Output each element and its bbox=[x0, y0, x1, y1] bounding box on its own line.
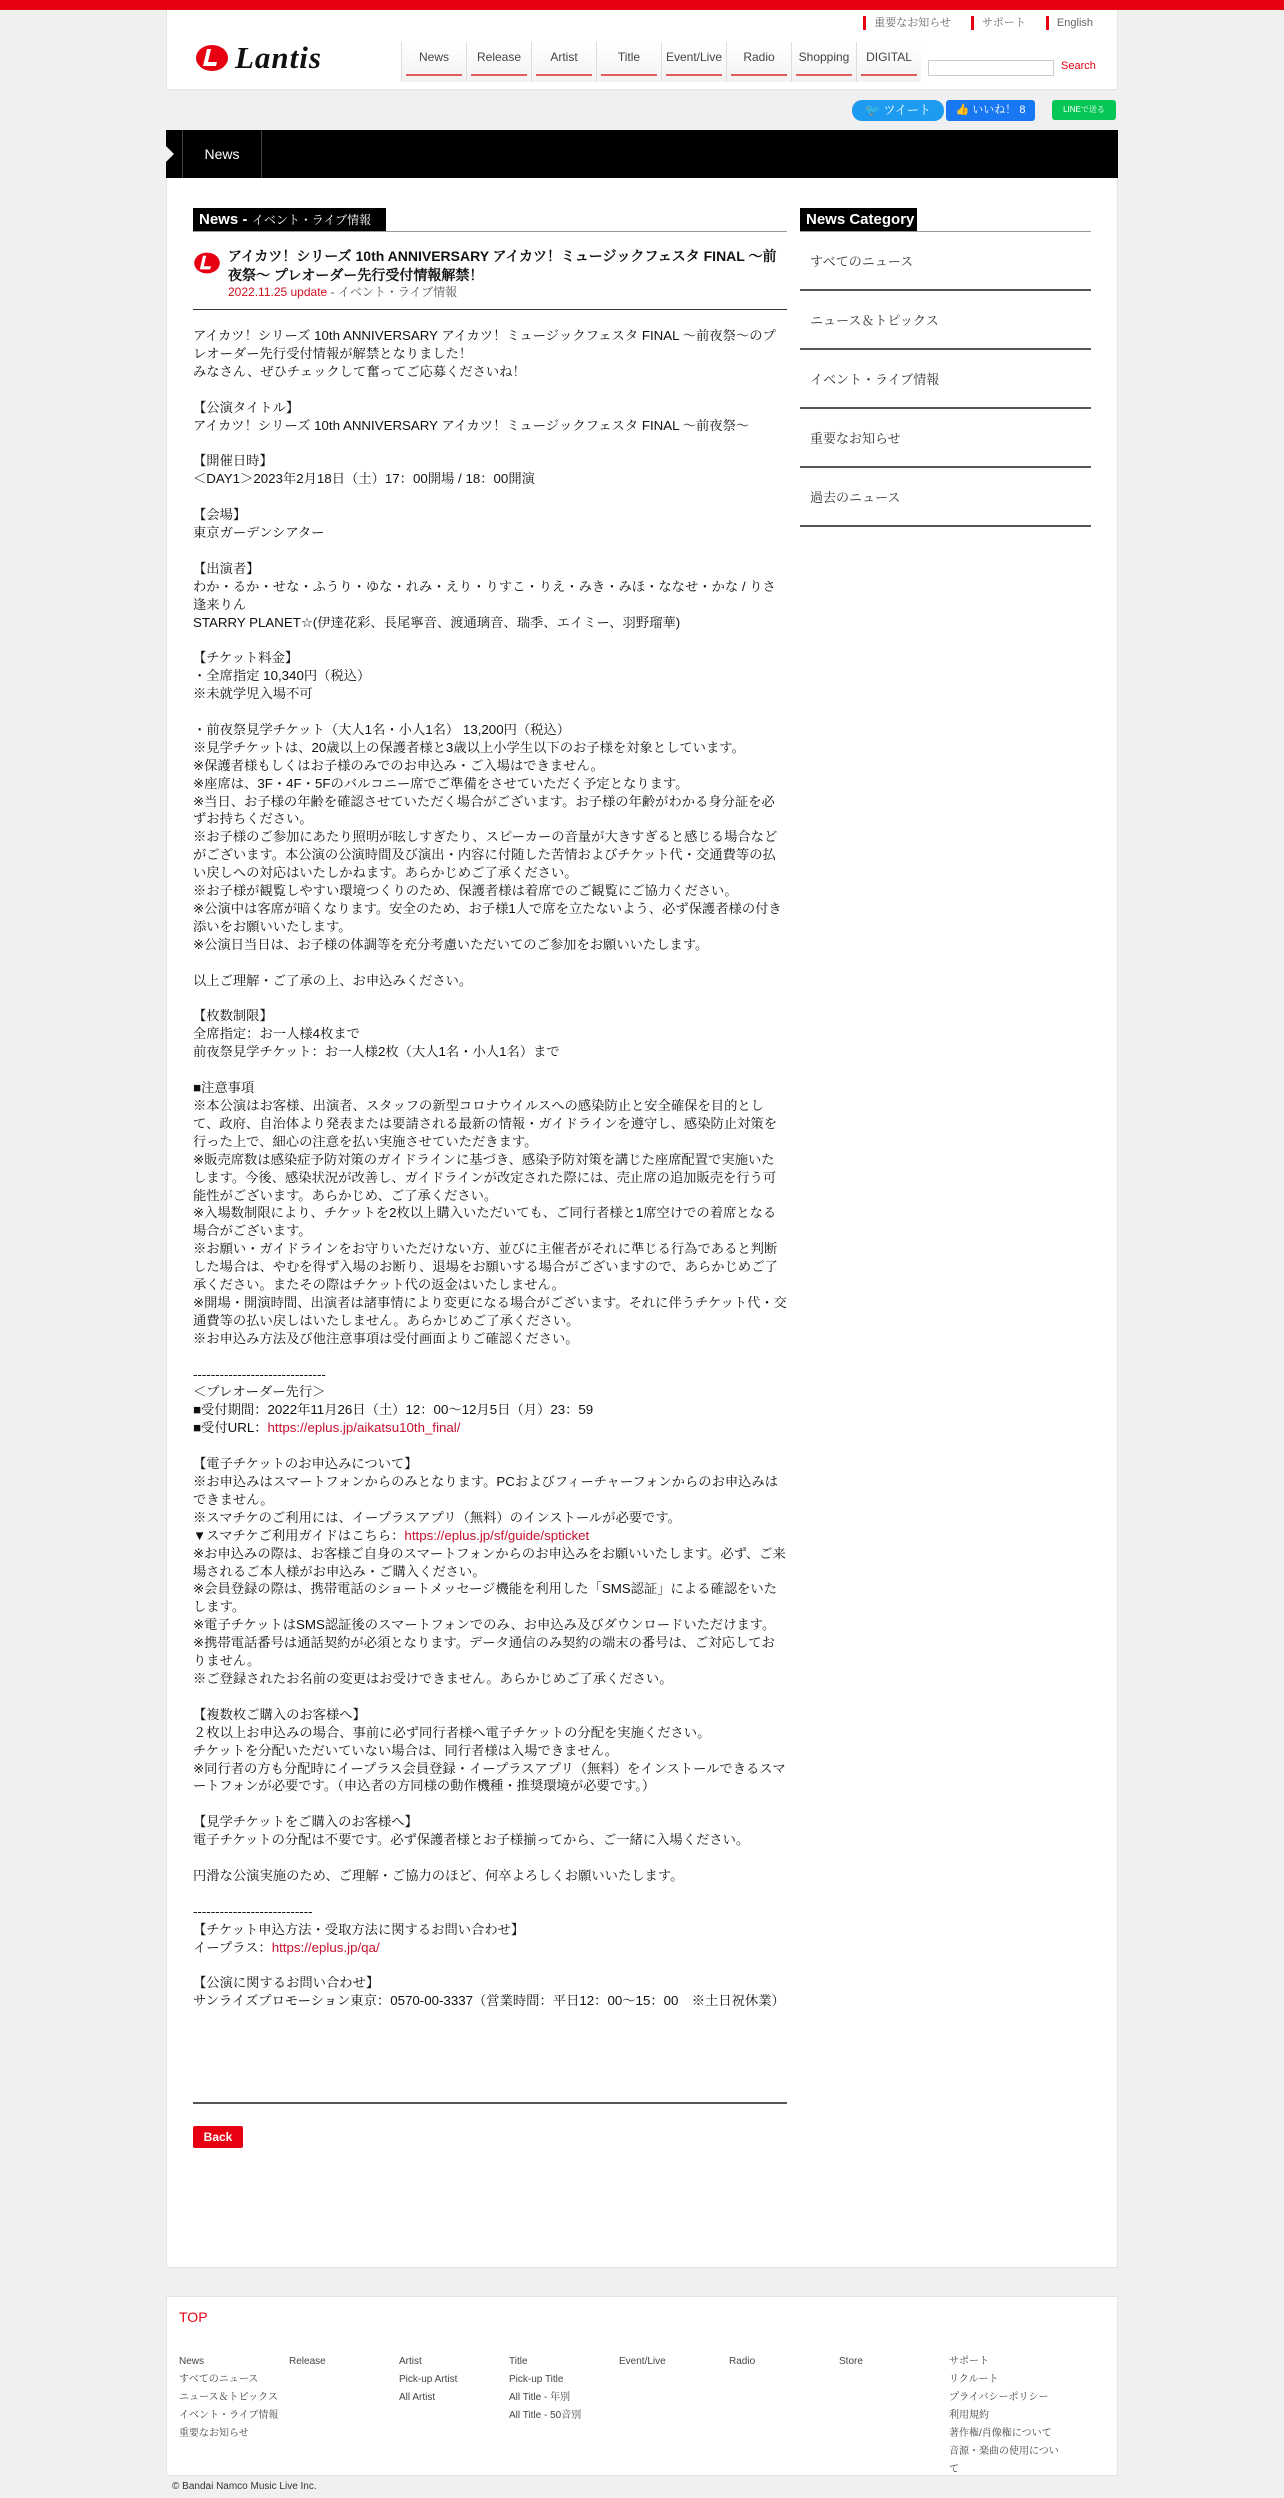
search-button[interactable]: Search bbox=[1061, 60, 1096, 72]
search-input[interactable] bbox=[928, 60, 1054, 76]
footer-link[interactable]: News bbox=[179, 2356, 205, 2367]
nav-shopping[interactable]: Shopping bbox=[791, 42, 856, 82]
twitter-icon: 🐦 bbox=[865, 103, 881, 117]
nav-title[interactable]: Title bbox=[596, 42, 661, 82]
spticket-guide-link[interactable]: https://eplus.jp/sf/guide/spticket bbox=[404, 1527, 590, 1543]
article-body bbox=[193, 327, 787, 2010]
nav-news[interactable]: News bbox=[401, 42, 466, 82]
footer-link[interactable]: All Artist bbox=[399, 2392, 436, 2403]
heading-sub: イベント・ライブ情報 bbox=[251, 213, 372, 227]
logo-text: Lantis bbox=[235, 40, 322, 75]
footer-link[interactable]: 著作権/肖像権について bbox=[949, 2428, 1052, 2439]
eplus-aikatsu-link[interactable]: https://eplus.jp/aikatsu10th_final/ bbox=[267, 1420, 461, 1436]
nav-release[interactable]: Release bbox=[466, 42, 531, 82]
line-share-button[interactable]: LINEで送る bbox=[1052, 100, 1116, 120]
category-item-all[interactable]: すべてのニュース bbox=[800, 232, 1091, 291]
tweet-button[interactable] bbox=[852, 100, 944, 121]
footer-link[interactable]: Pick-up Title bbox=[509, 2374, 564, 2385]
footer-link[interactable]: 重要なお知らせ bbox=[179, 2428, 249, 2439]
tweet-label: ツイート bbox=[883, 103, 931, 117]
body-text-2: 【電子チケットのお申込みについて】 ※お申込みはスマートフォンからのみとなります。PCおよびフィーチャーフォンからのお申込みはできません。 ※スマチケのご利用には、イープラスアプリ（無料）のインストールが必要です。 ▼スマチケご利用ガイドはこちら： bbox=[193, 1456, 779, 1543]
footer-col-release bbox=[289, 2353, 399, 2479]
thumbs-up-icon: 👍 bbox=[955, 104, 970, 116]
footer-link[interactable]: Artist bbox=[399, 2356, 422, 2367]
utility-links bbox=[843, 16, 1093, 30]
body-text-1: アイカツ！シリーズ 10th ANNIVERSARY アイカツ！ミュージックフェスタ FINAL ～前夜祭～のプレオーダー先行受付情報が解禁となりました！ みなさん、ぜひチェックして奮ってご応募くださいね！ 【公演タイトル】 アイカツ！シリーズ 10th ANNIVERSARY アイカツ！ミュージックフェスタ FINAL ～前夜祭～ 【開催日時】 ＜DAY1＞2023年2月18日（土）17：00開場 / 18：00開演 【会場】 東京ガーデンシアター 【出演者】 わか・るか・せな・ふうり・ゆな・れみ・えり・りすこ・りえ・みき・みほ・ななせ・かな / りさ 逢来りん STARRY PLANET☆(伊達花彩、長尾寧音、渡通璃音、瑞季、エイミー、羽野瑠華) 【チケット料金】 ・全席指定 10,340円（税込） ※未就学児入場不可 ・前夜祭見学チケット（大人1名・小人1名） 13,200円（税込） ※見学チケットは、20歳以上の保護者様と3歳以上小学生以下のお子様を対象としています。 ※保護者様もしくはお子様のみでのお申込み・ご入場はできません。 ※座席は、3F・4F・5Fのバルコニー席でご準備をさせていただく予定となります。 ※当日、お子様の年齢を確認させていただく場合がございます。お子様の年齢がわかる身分証を必ずお持ちください。 ※お子様のご参加にあたり照明が眩しすぎたり、スピーカーの音量が大きすぎると感じる場合などがございます。本公演の公演時間及び演出・内容に付随した苦情およびチケット代・交通費等の払い戻しへの対応はいたしかねます。あらかじめご了承ください。 ※お子様が観覧しやすい環境つくりのため、保護者様は着席でのご観覧にご協力ください。 ※公演中は客席が暗くなります。安全のため、お子様1人で席を立たないよう、必ず保護者様の付き添いをお願いいたします。 ※公演日当日は、お子様の体調等を充分考慮いただいてのご参加をお願いいたします。 以上ご理解・ご了承の上、お申込みください。 【枚数制限】 全席指定：お一人様4枚まで 前夜祭見学チケット：お一人様2枚（大人1名・小人1名）まで ■注意事項 ※本公演はお客様、出演者、スタッフの新型コロナウイルスへの感染防止と安全確保を目的として、政府、自治体より発表または要請される最新の情報・ガイドラインを遵守し、感染防止対策を行った上で、細心の注意を払い実施させていただきます。 ※販売席数は感染症予防対策のガイドラインに基づき、感染予防対策を講じた座席配置で実施いたします。今後、感染状況が改善し、ガイドラインが改定された際には、売止席の追加販売を行う可能性がございます。あらかじめ、ご了承ください。 ※入場数制限により、チケットを2枚以上購入いただいても、ご同行者様と1席空けでの着席となる場合がございます。 ※お願い・ガイドラインをお守りいただけない方、並びに主催者がそれに準じる行為であると判断した場合は、やむを得ず入場のお断り、退場をお願いする場合がございますので、あらかじめご了承ください。またその際はチケット代の返金はいたしません。 ※開場・開演時間、出演者は諸事情により変更になる場合がございます。それに伴うチケット代・交通費等の払い戻しはいたしません。あらかじめご了承ください。 ※お申込み方法及び他注意事項は受付画面よりご確認ください。 ------------------------------ ＜プレオーダー先行＞ ■受付期間：2022年11月26日（土）12：00～12月5日（月）23：59 ■受付URL： bbox=[193, 328, 787, 1436]
footer-col-artist bbox=[399, 2353, 509, 2479]
tab-news[interactable]: News bbox=[182, 130, 262, 178]
top-accent-bar bbox=[0, 0, 1284, 10]
footer-link[interactable]: Release bbox=[289, 2356, 326, 2367]
category-item-events[interactable]: イベント・ライブ情報 bbox=[800, 350, 1091, 409]
article-title: アイカツ！シリーズ 10th ANNIVERSARY アイカツ！ミュージックフェスタ FINAL ～前夜祭～ プレオーダー先行受付情報解禁！ bbox=[228, 248, 777, 283]
lantis-logo-icon bbox=[195, 43, 229, 73]
category-list bbox=[800, 232, 1091, 527]
footer-col-news bbox=[179, 2353, 289, 2479]
footer-link[interactable]: Store bbox=[839, 2356, 863, 2367]
footer-col-support bbox=[949, 2353, 1059, 2479]
nav-artist[interactable]: Artist bbox=[531, 42, 596, 82]
nav-radio[interactable]: Radio bbox=[726, 42, 791, 82]
article-date: 2022.11.25 update bbox=[228, 285, 328, 299]
heading-divider bbox=[193, 231, 787, 232]
footer-link[interactable]: プライバシーポリシー bbox=[949, 2392, 1049, 2403]
site-header bbox=[166, 10, 1118, 90]
category-item-important[interactable]: 重要なお知らせ bbox=[800, 409, 1091, 468]
footer-link[interactable]: ニュース＆トピックス bbox=[179, 2392, 278, 2403]
global-nav bbox=[401, 42, 921, 82]
body-text-4: 【公演に関するお問い合わせ】 サンライズプロモーション東京：0570-00-3337（営業時間：平日12：00～15：00 ※土日祝休業） bbox=[193, 1975, 785, 2009]
footer-col-radio bbox=[729, 2353, 839, 2479]
footer-top-link[interactable]: TOP bbox=[179, 2309, 208, 2325]
article-end-divider bbox=[193, 2102, 787, 2104]
category-item-archive[interactable]: 過去のニュース bbox=[800, 468, 1091, 527]
site-footer bbox=[166, 2296, 1118, 2476]
footer-link[interactable]: サポート bbox=[949, 2356, 989, 2367]
support-link[interactable]: サポート bbox=[971, 16, 1026, 30]
footer-link[interactable]: Title bbox=[509, 2356, 528, 2367]
nav-event-live[interactable]: Event/Live bbox=[661, 42, 726, 82]
like-label: いいね！ 8 bbox=[972, 104, 1026, 116]
article-divider bbox=[193, 309, 787, 310]
site-logo[interactable] bbox=[195, 40, 322, 76]
section-bar bbox=[166, 130, 1118, 178]
copyright: © Bandai Namco Music Live Inc. bbox=[172, 2481, 317, 2492]
footer-link[interactable]: イベント・ライブ情報 bbox=[179, 2410, 279, 2421]
lantis-logo-icon bbox=[193, 251, 221, 275]
facebook-like-button[interactable] bbox=[946, 100, 1035, 121]
heading-strong: News - bbox=[199, 211, 248, 228]
footer-col-store bbox=[839, 2353, 949, 2479]
footer-link[interactable]: すべてのニュース bbox=[179, 2374, 259, 2385]
footer-link[interactable]: 音源・楽曲の使用について bbox=[949, 2446, 1059, 2475]
back-button[interactable]: Back bbox=[193, 2126, 243, 2148]
footer-link[interactable]: 利用規約 bbox=[949, 2410, 989, 2421]
article-category: - イベント・ライブ情報 bbox=[327, 285, 458, 299]
body-text-3: ※お申込みの際は、お客様ご自身のスマートフォンからのお申込みをお願いいたします。必ず、ご来場されるご本人様がお申込み・ご購入ください。 ※会員登録の際は、携帯電話のショートメッセージ機能を利用した「SMS認証」による確認をいたします。 ※電子チケットはSMS認証後のスマートフォンでのみ、お申込み及びダウンロードいただけます。 ※携帯電話番号は通話契約が必須となります。データ通信のみ契約の端末の番号は、ご対応しておりません。 ※ご登録されたお名前の変更はお受けできません。あらかじめご了承ください。 【複数枚ご購入のお客様へ】 ２枚以上お申込みの場合、事前に必ず同行者様へ電子チケットの分配を実施ください。 チケットを分配いただいていない場合は、同行者様は入場できません。 ※同行者の方も分配時にイープラス会員登録・イープラスアプリ（無料）をインストールできるスマートフォンが必要です。（申込者の方同様の動作機種・推奨環境が必要です。） 【見学チケットをご購入のお客様へ】 電子チケットの分配は不要です。必ず保護者様とお子様揃ってから、ご一緒に入場ください。 円滑な公演実施のため、ご理解・ご協力のほど、何卒よろしくお願いいたします。 --------------------------- 【チケット申込方法・受取方法に関するお問い合わせ】 イープラス： bbox=[193, 1545, 786, 1955]
footer-link[interactable]: リクルート bbox=[949, 2374, 999, 2385]
footer-link[interactable]: Pick-up Artist bbox=[399, 2374, 458, 2385]
footer-link[interactable]: All Title - 50音別 bbox=[509, 2410, 582, 2421]
bar-notch bbox=[166, 146, 174, 162]
footer-col-event bbox=[619, 2353, 729, 2479]
nav-digital[interactable]: DIGITAL bbox=[856, 42, 921, 82]
footer-link[interactable]: Radio bbox=[729, 2356, 756, 2367]
english-link[interactable]: English bbox=[1046, 16, 1093, 30]
category-heading: News Category bbox=[800, 208, 917, 232]
footer-link[interactable]: All Title - 年別 bbox=[509, 2392, 571, 2403]
article-section-heading bbox=[193, 208, 386, 232]
important-notice-link[interactable]: 重要なお知らせ bbox=[863, 16, 951, 30]
eplus-qa-link[interactable]: https://eplus.jp/qa/ bbox=[271, 1939, 380, 1955]
article-meta bbox=[228, 283, 457, 300]
footer-col-title bbox=[509, 2353, 619, 2479]
footer-columns bbox=[179, 2353, 1059, 2479]
footer-link[interactable]: Event/Live bbox=[619, 2356, 666, 2367]
category-item-topics[interactable]: ニュース＆トピックス bbox=[800, 291, 1091, 350]
